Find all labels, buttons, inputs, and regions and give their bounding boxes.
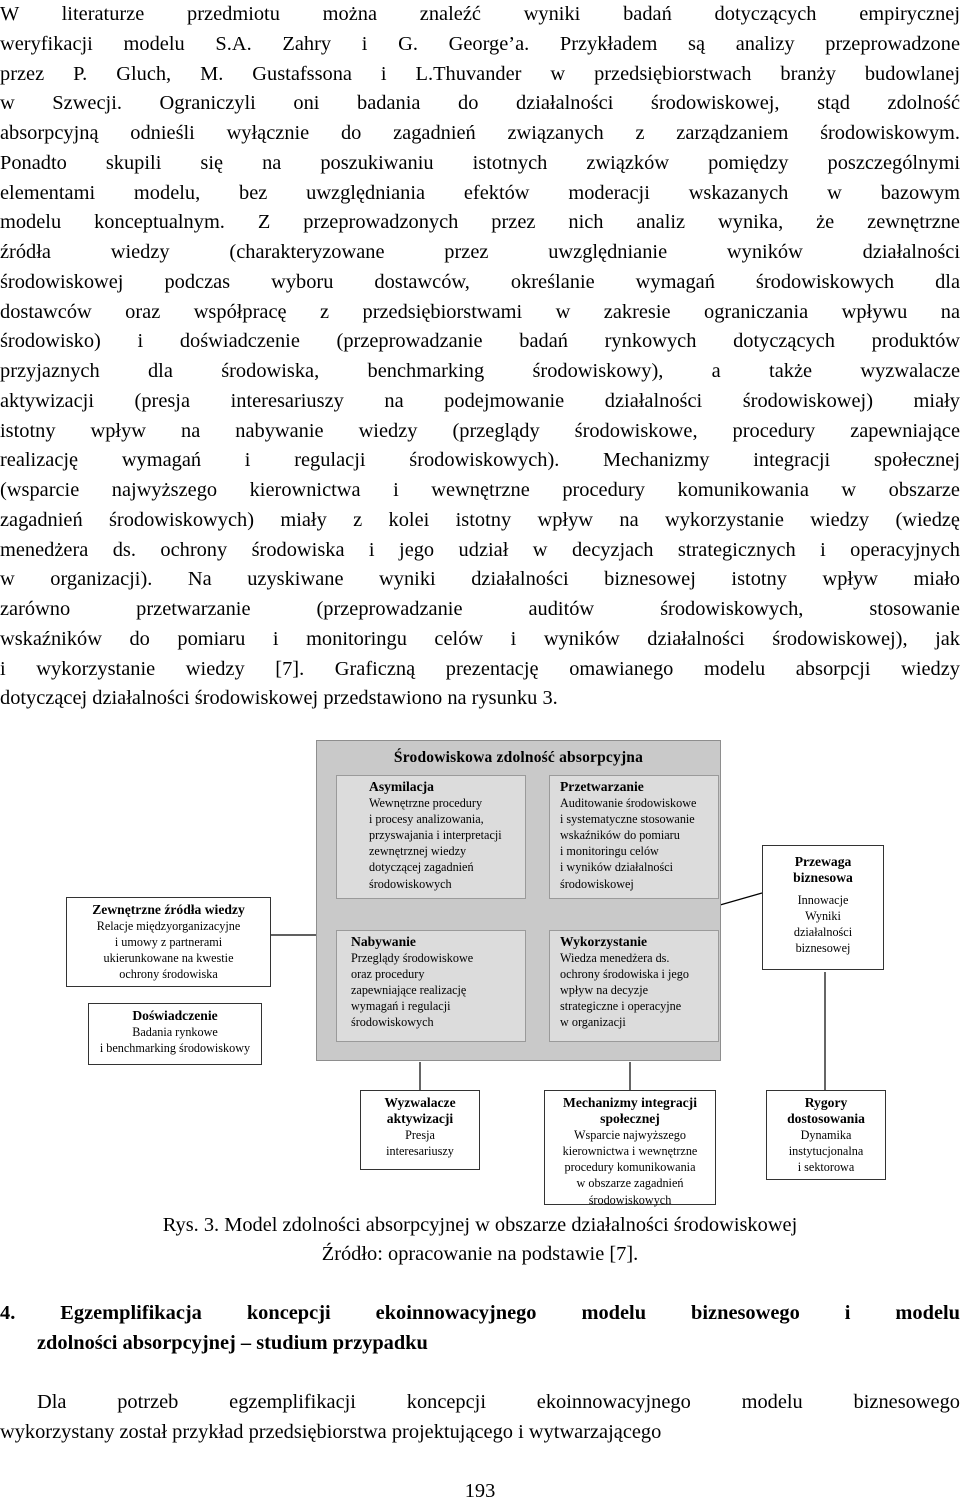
doswiadczenie-title: Doświadczenie (132, 1008, 218, 1023)
paragraph1-line-14: aktywizacji (presja interesariuszy na podejmowanie działalności środowiskowej) miały (0, 389, 960, 412)
box-wyzwalacze-aktywizacji (360, 1090, 480, 1170)
nabywanie-text-line-1: Przeglądy środowiskowe (351, 951, 474, 966)
box-zewnetrzne-zrodla (66, 897, 271, 987)
paragraph1-line-18: zagadnień środowiskowych) miały z kolei istotny wpływ na wykorzystanie wiedzy (wiedzę (0, 508, 960, 531)
wykorzystanie-text-line-4: strategiczne i operacyjne (560, 999, 682, 1014)
box-asymilacja (336, 775, 526, 899)
box-wykorzystanie (549, 930, 719, 1042)
nabywanie-text-line-3: zapewniające realizację (351, 983, 467, 998)
paragraph1-line-12: środowisko) i doświadczenie (przeprowadzanie badań rynkowych dotyczących produktów (0, 330, 960, 353)
zrodla-text-line-3: ukierunkowane na kwestie (103, 951, 234, 966)
przewaga-title-line-2: biznesowa (793, 870, 853, 886)
box-rygory-dostosowania (766, 1090, 886, 1180)
outer-box-title: Środowiskowa zdolność absorpcyjna (393, 749, 644, 766)
paragraph1-line-15: istotny wpływ na nabywanie wiedzy (przeglądy środowiskowe, procedury zapewniające (0, 419, 960, 442)
rygory-text-line-3: i sektorowa (797, 1160, 855, 1175)
asymilacja-text-line-2: i procesy analizowania, (369, 812, 484, 827)
box-przewaga-biznesowa (762, 845, 884, 970)
figure-caption-source: Źródło: opracowanie na podstawie [7]. (321, 1243, 639, 1265)
przetwarzanie-text-line-3: wskaźników do pomiaru (560, 828, 680, 843)
rygory-text-line-2: instytucjonalna (788, 1144, 864, 1159)
mechanizmy-text-line-2: kierownictwa i wewnętrzne (562, 1144, 698, 1159)
paragraph1-line-5: absorpcyjną odnieśli wyłącznie do zagadnień związanych z zarządzaniem środowiskowym. (0, 122, 960, 144)
wykorzystanie-text-line-5: w organizacji (560, 1015, 626, 1030)
rygory-title-line-1: Rygory (804, 1095, 848, 1110)
przewaga-text-line-4: biznesowej (795, 941, 851, 956)
page-number: 193 (464, 1480, 496, 1502)
arrow-inner-przewaga (720, 893, 762, 905)
zrodla-title: Zewnętrzne źródła wiedzy (92, 902, 245, 917)
asymilacja-text-line-1: Wewnętrzne procedury (369, 796, 483, 811)
mechanizmy-text-line-3: procedury komunikowania (564, 1160, 696, 1175)
paragraph1-line-22: wskaźników do pomiaru i monitoringu celów i wyników działalności środowiskowej), jak (0, 627, 960, 650)
body-paragraph-2 (0, 1388, 960, 1448)
rygory-title-line-2: dostosowania (787, 1111, 865, 1127)
asymilacja-text-line-4: zewnętrznej wiedzy (369, 844, 467, 859)
przetwarzanie-text-line-4: i monitoringu celów (560, 844, 659, 859)
wykorzystanie-text-line-2: ochrony środowiska i jego (560, 967, 689, 982)
przewaga-text-line-1: Innowacje (797, 893, 849, 908)
figure-caption (0, 1211, 960, 1269)
asymilacja-text-line-6: środowiskowych (369, 876, 452, 891)
wykorzystanie-text-line-3: wpływ na decyzje (560, 983, 648, 998)
asymilacja-title: Asymilacja (369, 779, 434, 794)
przetwarzanie-text-line-1: Auditowanie środowiskowe (560, 796, 697, 811)
przetwarzanie-title: Przetwarzanie (560, 779, 644, 794)
zrodla-text-line-2: i umowy z partnerami (114, 935, 223, 950)
wykorzystanie-title: Wykorzystanie (560, 934, 648, 949)
paragraph1-line-20: w organizacji). Na uzyskiwane wyniki działalności biznesowej istotny wpływ miało (0, 568, 960, 591)
paragraph1-line-4: w Szwecji. Ograniczyli oni badania do działalności środowiskowej, stąd zdolność (0, 92, 960, 115)
paragraph2-line-1: Dla potrzeb egzemplifikacji koncepcji ekoinnowacyjnego modelu biznesowego (37, 1391, 960, 1413)
paragraph1-line-9: źródła wiedzy (charakteryzowane przez uwzględnianie wyników działalności (0, 241, 960, 263)
asymilacja-text-line-5: dotyczącej zagadnień (369, 860, 474, 875)
przewaga-text-line-3: działalności (793, 925, 853, 940)
przewaga-text-line-2: Wyniki (805, 909, 841, 924)
paragraph1-line-8: modelu konceptualnym. Z przeprowadzonych przez nich analiz wynika, że zewnętrzne (0, 211, 960, 234)
box-mechanizmy-integracji (544, 1090, 716, 1205)
wyzwalacze-text-line-1: Presja (405, 1128, 435, 1143)
zrodla-text-line-4: ochrony środowiska (119, 967, 218, 982)
box-nabywanie (336, 930, 526, 1042)
zrodla-text-line-1: Relacje międzyorganizacyjne (96, 919, 241, 934)
przetwarzanie-text-line-2: i systematyczne stosowanie (560, 812, 695, 827)
wyzwalacze-text-line-2: interesariuszy (386, 1144, 454, 1159)
paragraph1-line-6: Ponadto skupili się na poszukiwaniu istotnych związków pomiędzy poszczególnymi (0, 151, 960, 174)
figure-caption-title: Rys. 3. Model zdolności absorpcyjnej w obszarze działalności środowiskowej (162, 1214, 798, 1236)
paragraph1-line-10: środowiskowej podczas wyboru dostawców, określanie wymagań środowiskowych dla (0, 270, 960, 293)
mechanizmy-title-line-1: Mechanizmy integracji (562, 1095, 697, 1110)
box-przetwarzanie (549, 775, 719, 899)
paragraph1-line-3: przez P. Gluch, M. Gustafssona i L.Thuvander w przedsiębiorstwach branży budowlanej (0, 62, 960, 85)
body-paragraph-1 (0, 0, 960, 714)
rygory-text-line-1: Dynamika (800, 1128, 852, 1143)
wyzwalacze-title-line-2: aktywizacji (386, 1111, 454, 1127)
paragraph1-line-7: elementami modelu, bez uwzględniania efektów moderacji wskazanych w bazowym (0, 181, 960, 204)
nabywanie-title: Nabywanie (351, 934, 416, 949)
paragraph1-line-16: realizację wymagań i regulacji środowiskowych). Mechanizmy integracji społecznej (0, 449, 960, 472)
przetwarzanie-text-line-6: środowiskowej (560, 876, 634, 891)
paragraph1-line-17: (wsparcie najwyższego kierownictwa i wewnętrzne procedury komunikowania w obszarze (0, 479, 960, 501)
paragraph2-line-2: wykorzystany został przykład przedsiębiorstwa projektującego i wytwarzającego (0, 1420, 662, 1443)
nabywanie-text-line-4: wymagań i regulacji (351, 999, 451, 1014)
paragraph1-line-21: zarówno przetwarzanie (przeprowadzanie auditów środowiskowych, stosowanie (0, 598, 960, 620)
absorptive-capacity-figure (0, 735, 960, 1210)
paragraph1-line-24: dotyczącej działalności środowiskowej przedstawiono na rysunku 3. (0, 687, 558, 710)
doswiadczenie-text-line-1: Badania rynkowe (132, 1025, 218, 1040)
doswiadczenie-text-line-2: i benchmarking środowiskowy (99, 1041, 251, 1056)
mechanizmy-text-line-5: środowiskowych (588, 1192, 672, 1207)
box-doswiadczenie (88, 1003, 262, 1065)
wykorzystanie-text-line-1: Wiedza menedżera ds. (560, 951, 670, 966)
paragraph1-line-2: weryfikacji modelu S.A. Zahry i G. George’a. Przykładem są analizy przeprowadzone (0, 32, 960, 55)
mechanizmy-text-line-4: w obszarze zagadnień (576, 1176, 684, 1191)
section-heading-line-2: zdolności absorpcyjnej – studium przypadku (37, 1332, 428, 1354)
przewaga-title-line-1: Przewaga (794, 854, 852, 869)
section-heading (0, 1298, 960, 1358)
paragraph1-line-11: dostawców oraz współpracę z przedsiębiorstwami w zakresie ograniczania wpływu na (0, 300, 960, 323)
mechanizmy-text-line-1: Wsparcie najwyższego (573, 1128, 686, 1143)
wyzwalacze-title-line-1: Wyzwalacze (384, 1095, 456, 1110)
mechanizmy-title-line-2: społecznej (600, 1111, 660, 1127)
nabywanie-text-line-5: środowiskowych (351, 1015, 434, 1030)
paragraph1-line-13: przyjaznych dla środowiska, benchmarking środowiskowy), a także wyzwalacze (0, 360, 960, 382)
section-heading-line-1: 4. Egzemplifikacja koncepcji ekoinnowacyjnego modelu biznesowego i modelu (0, 1302, 960, 1324)
paragraph1-line-23: i wykorzystanie wiedzy [7]. Graficzną prezentację omawianego modelu absorpcji wiedzy (0, 657, 960, 680)
asymilacja-text-line-3: przyswajania i interpretacji (369, 828, 502, 843)
nabywanie-text-line-2: oraz procedury (351, 967, 425, 982)
paragraph1-line-19: menedżera ds. ochrony środowiska i jego udział w decyzjach strategicznych i operacyjnych (0, 538, 960, 561)
paragraph1-line-1: W literaturze przedmiotu można znaleźć wyniki badań dotyczących empirycznej (0, 3, 960, 25)
przetwarzanie-text-line-5: i wyników działalności (560, 860, 674, 875)
